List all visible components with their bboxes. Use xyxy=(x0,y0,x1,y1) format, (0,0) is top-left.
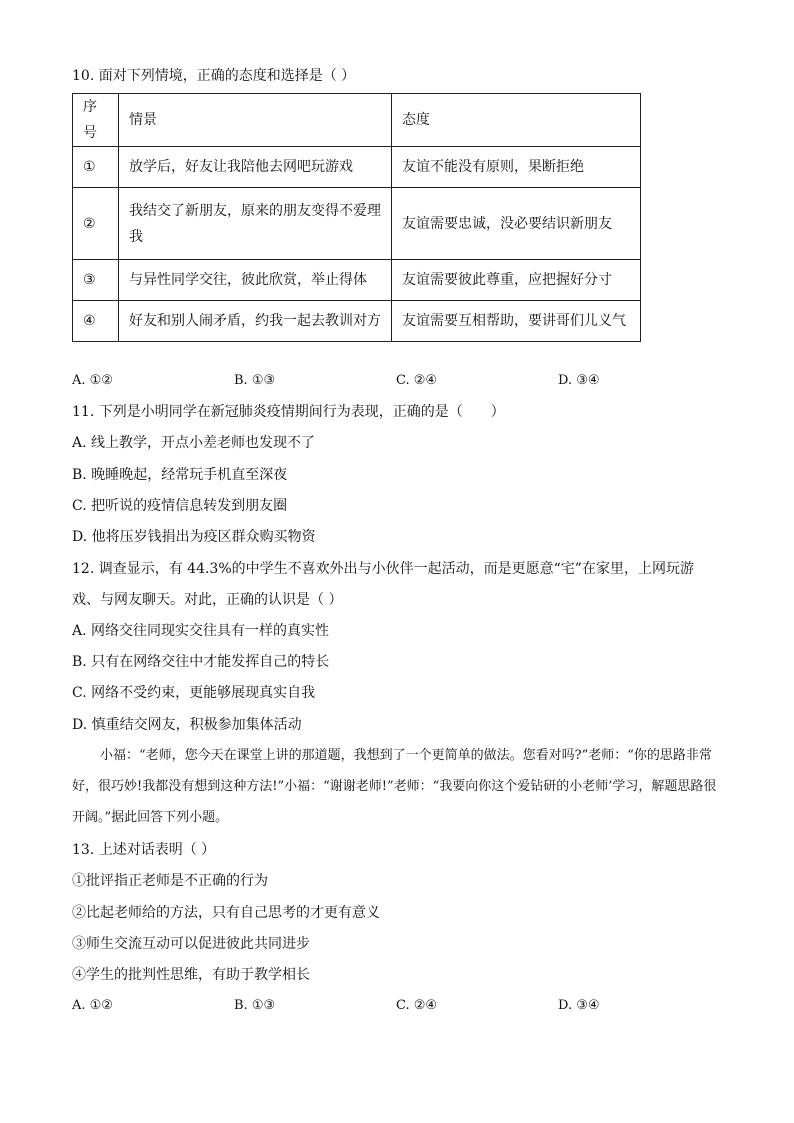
table-header-cell: 情景 xyxy=(119,94,392,147)
table-cell: 友谊需要忠诚，没必要结识新朋友 xyxy=(392,188,641,260)
table-cell: 友谊需要彼此尊重，应把握好分寸 xyxy=(392,260,641,301)
q11-option-b: B. 晚睡晚起，经常玩手机直至深夜 xyxy=(72,467,288,483)
q11-option-c: C. 把听说的疫情信息转发到朋友圈 xyxy=(72,498,288,514)
option-d: D. ③④ xyxy=(558,998,600,1013)
dialog-passage xyxy=(72,740,722,833)
q12-stem-line2: 戏、与网友聊天。对此，正确的认识是（ ） xyxy=(72,592,343,608)
table-header-cell: 态度 xyxy=(392,94,641,147)
option-a: A. ①② xyxy=(72,998,113,1013)
option-b: B. ①③ xyxy=(234,998,276,1013)
q12-option-b: B. 只有在网络交往中才能发挥自己的特长 xyxy=(72,654,330,670)
q11-option-a: A. 线上教学，开点小差老师也发现不了 xyxy=(72,435,316,451)
q10-table xyxy=(72,93,641,342)
q11-stem: 11. 下列是小明同学在新冠肺炎疫情期间行为表现，正确的是（ ） xyxy=(72,404,505,420)
q10-stem: 10. 面对下列情境，正确的态度和选择是（ ） xyxy=(72,68,356,84)
table-row xyxy=(73,301,641,342)
q13-statement-1: ①批评指正老师是不正确的行为 xyxy=(72,873,268,889)
table-cell: 与异性同学交往，彼此欣赏，举止得体 xyxy=(119,260,392,301)
table-row xyxy=(73,260,641,301)
table-cell: ③ xyxy=(73,260,119,301)
table-cell: 我结交了新朋友，原来的朋友变得不爱理我 xyxy=(119,188,392,260)
dialog-text: 小福：“老师，您今天在课堂上讲的那道题，我想到了一个更简单的做法。您看对吗?”老师：“你的思路非常好，很巧妙!我都没有想到这种方法!”小福：“谢谢老师!”老师：“我要向你这个爱钻研的小老师’学习，解题思路很开阔。”据此回答下列小题。 xyxy=(72,748,717,825)
table-cell: 放学后，好友让我陪他去网吧玩游戏 xyxy=(119,147,392,188)
option-b: B. ①③ xyxy=(234,373,276,388)
option-a: A. ①② xyxy=(72,373,113,388)
q13-stem: 13. 上述对话表明（ ） xyxy=(72,842,216,858)
q12-stem-line1: 12. 调查显示，有 44.3%的中学生不喜欢外出与小伙伴一起活动，而是更愿意“宅”在家里，上网玩游 xyxy=(72,561,694,577)
option-c: C. ②④ xyxy=(396,373,438,388)
q13-statement-3: ③师生交流互动可以促进彼此共同进步 xyxy=(72,936,310,952)
table-cell: ② xyxy=(73,188,119,260)
table-cell: ④ xyxy=(73,301,119,342)
q12-option-c: C. 网络不受约束，更能够展现真实自我 xyxy=(72,685,316,701)
option-d: D. ③④ xyxy=(558,373,600,388)
q12-option-d: D. 慎重结交网友，积极参加集体活动 xyxy=(72,717,302,733)
q12-option-a: A. 网络交往同现实交往具有一样的真实性 xyxy=(72,623,330,639)
table-header-row xyxy=(73,94,641,147)
option-c: C. ②④ xyxy=(396,998,438,1013)
table-cell: 友谊不能没有原则，果断拒绝 xyxy=(392,147,641,188)
q11-option-d: D. 他将压岁钱捐出为疫区群众购买物资 xyxy=(72,529,316,545)
table-row xyxy=(73,147,641,188)
q13-statement-2: ②比起老师给的方法，只有自己思考的才更有意义 xyxy=(72,905,380,921)
table-row xyxy=(73,188,641,260)
table-header-cell: 序号 xyxy=(73,94,119,147)
table-cell: 好友和别人闹矛盾，约我一起去教训对方 xyxy=(119,301,392,342)
table-cell: 友谊需要互相帮助，要讲哥们儿义气 xyxy=(392,301,641,342)
table-cell: ① xyxy=(73,147,119,188)
q13-statement-4: ④学生的批判性思维，有助于教学相长 xyxy=(72,967,310,983)
